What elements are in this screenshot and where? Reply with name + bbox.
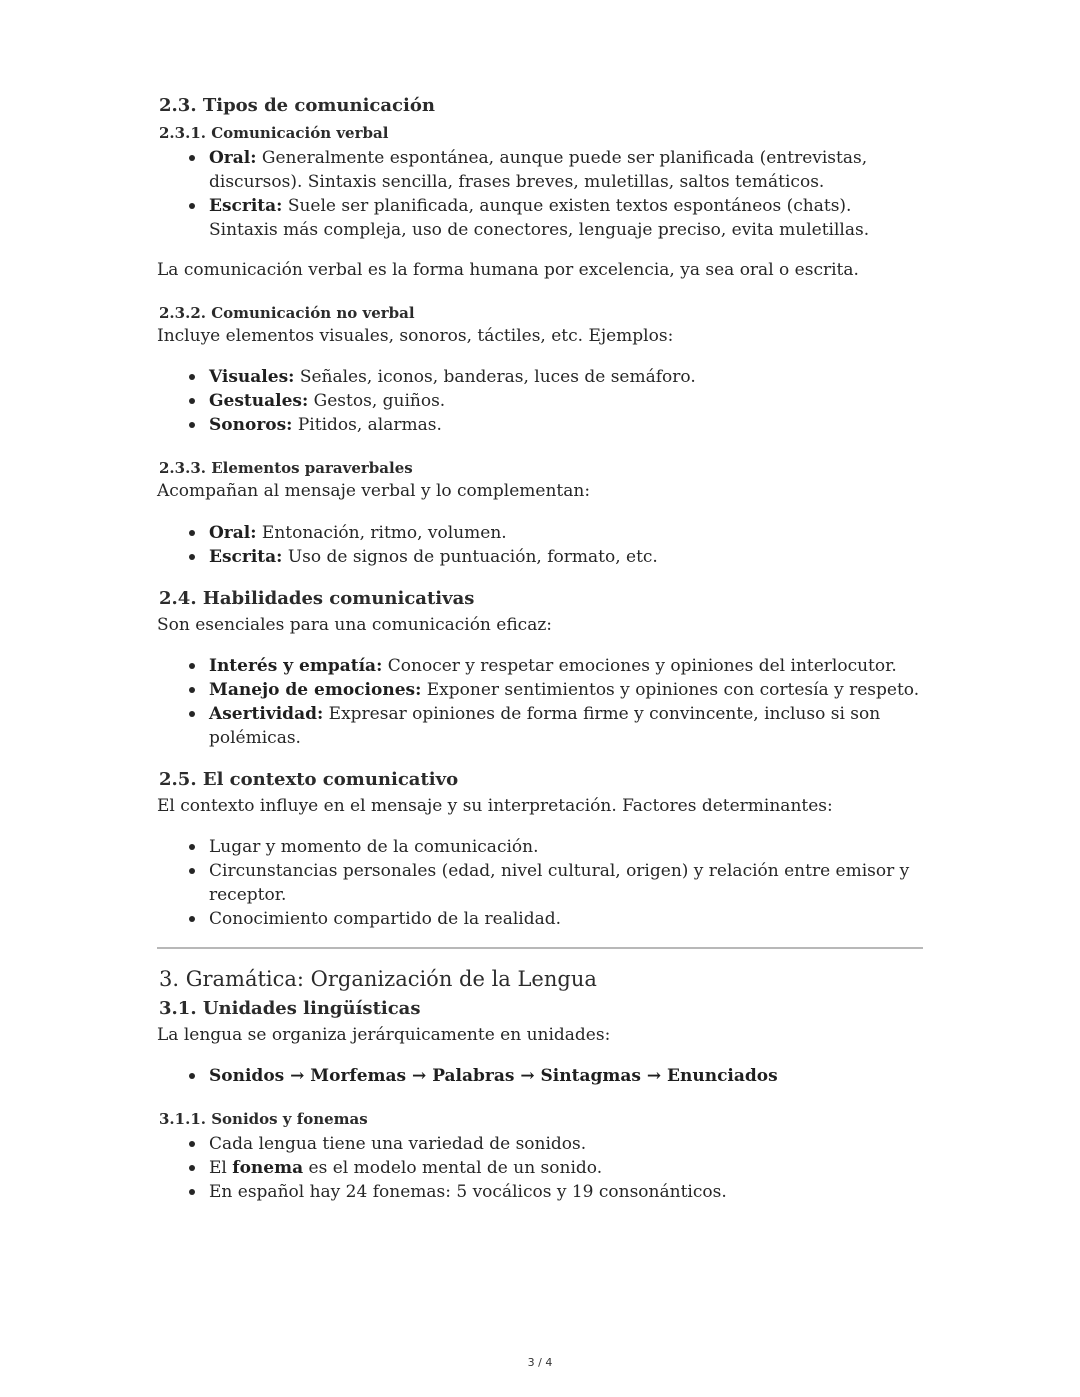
list-item: Manejo de emociones: Exponer sentimientos y opiniones con cortesía y respeto. [209, 678, 923, 702]
list-item: Sonoros: Pitidos, alarmas. [209, 413, 923, 437]
verbal-communication-note: La comunicación verbal es la forma humana por excelencia, ya sea oral o escrita. [157, 260, 859, 280]
list-item: Lugar y momento de la comunicación. [209, 835, 923, 859]
list-item: Oral: Generalmente espontánea, aunque puede ser planificada (entrevistas, discursos). Sintaxis sencilla, frases breves, muletillas, saltos temáticos. [209, 146, 923, 194]
section-2-5-heading: 2.5. El contexto comunicativo [159, 769, 459, 790]
section-divider [157, 947, 923, 949]
context-list [157, 835, 923, 931]
skills-list [157, 654, 923, 750]
list-item: Escrita: Suele ser planificada, aunque existen textos espontáneos (chats). Sintaxis más compleja, uso de conectores, lenguaje preciso, evita muletillas. [209, 194, 923, 242]
paraverbal-intro: Acompañan al mensaje verbal y lo complementan: [157, 481, 591, 501]
verbal-communication-list [157, 146, 923, 242]
list-item: Interés y empatía: Conocer y respetar emociones y opiniones del interlocutor. [209, 654, 923, 678]
units-intro: La lengua se organiza jerárquicamente en unidades: [157, 1025, 611, 1045]
phonemes-list [157, 1132, 923, 1204]
section-3-heading: 3. Gramática: Organización de la Lengua [159, 967, 597, 991]
units-list [157, 1064, 923, 1088]
section-2-4-heading: 2.4. Habilidades comunicativas [159, 588, 475, 609]
list-item: En español hay 24 fonemas: 5 vocálicos y 19 consonánticos. [209, 1180, 923, 1204]
context-intro: El contexto influye en el mensaje y su interpretación. Factores determinantes: [157, 796, 833, 816]
section-2-3-heading: 2.3. Tipos de comunicación [159, 95, 435, 116]
list-item: Visuales: Señales, iconos, banderas, luces de semáforo. [209, 365, 923, 389]
list-item: Sonidos → Morfemas → Palabras → Sintagmas → Enunciados [209, 1064, 923, 1088]
list-item: Escrita: Uso de signos de puntuación, formato, etc. [209, 545, 923, 569]
document-page [157, 90, 923, 1204]
section-2-3-2-heading: 2.3.2. Comunicación no verbal [159, 304, 415, 322]
nonverbal-list [157, 365, 923, 437]
section-3-1-heading: 3.1. Unidades lingüísticas [159, 998, 421, 1019]
nonverbal-intro: Incluye elementos visuales, sonoros, táctiles, etc. Ejemplos: [157, 326, 674, 346]
list-item: Oral: Entonación, ritmo, volumen. [209, 521, 923, 545]
list-item: Conocimiento compartido de la realidad. [209, 907, 923, 931]
paraverbal-list [157, 521, 923, 569]
list-item: Circunstancias personales (edad, nivel cultural, origen) y relación entre emisor y receptor. [209, 859, 923, 907]
list-item: Cada lengua tiene una variedad de sonidos. [209, 1132, 923, 1156]
list-item: Gestuales: Gestos, guiños. [209, 389, 923, 413]
skills-intro: Son esenciales para una comunicación eficaz: [157, 615, 553, 635]
page-number: 3 / 4 [527, 1356, 553, 1369]
section-3-1-1-heading: 3.1.1. Sonidos y fonemas [159, 1110, 368, 1128]
list-item: El fonema es el modelo mental de un sonido. [209, 1156, 923, 1180]
section-2-3-3-heading: 2.3.3. Elementos paraverbales [159, 459, 413, 477]
list-item: Asertividad: Expresar opiniones de forma firme y convincente, incluso si son polémicas. [209, 702, 923, 750]
section-2-3-1-heading: 2.3.1. Comunicación verbal [159, 124, 389, 142]
